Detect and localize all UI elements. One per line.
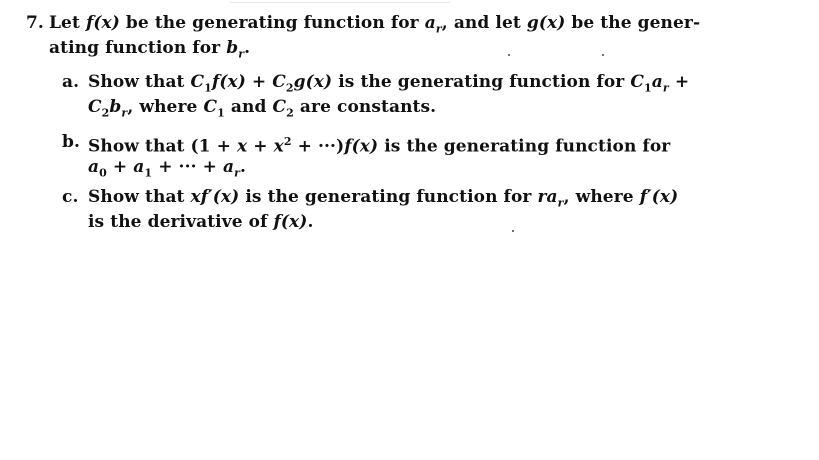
part-c-line1-part-g: f′(x)	[639, 187, 679, 207]
part-b-label: b.	[62, 132, 81, 152]
part-b-line1-part-d: +	[247, 136, 274, 157]
problem-line2-part-a: ating function for	[49, 38, 227, 58]
part-c-line2-part-b: f(x)	[273, 212, 308, 232]
top-scan-smudge	[230, 0, 450, 3]
problem-line1-part-b: f(x)	[85, 13, 120, 33]
problem-line1-part-e: r	[435, 22, 442, 36]
part-b-line2-part-g: a	[223, 157, 235, 177]
part-b-line2-part-d: a	[133, 157, 145, 177]
part-a-line1-part-l: a	[651, 72, 663, 92]
problem-line2-part-b: b	[226, 38, 239, 58]
problem-line1-part-g: g(x)	[526, 13, 566, 33]
part-a-line1-part-d: f(x)	[211, 72, 246, 92]
scan-dot	[512, 230, 514, 232]
part-a-label: a.	[62, 72, 80, 92]
problem-text-line-2	[49, 37, 250, 65]
problem-number: 7.	[26, 13, 44, 33]
problem-line1-part-a: Let	[49, 13, 86, 33]
part-c-line1-part-c: is the generating function for	[239, 187, 538, 207]
part-a-line2-part-g: 1	[217, 106, 225, 120]
part-a-line2-part-d: r	[121, 106, 128, 120]
problem-line1-part-d: a	[424, 13, 436, 33]
part-a-line2-part-c: b	[109, 97, 122, 117]
part-b-line1-part-i: is the generating function for	[378, 136, 671, 157]
part-a-line2-part-f: C	[203, 97, 218, 117]
part-b-line1-part-f: 2	[283, 135, 292, 148]
problem-line1-part-c: be the generating function for	[119, 13, 425, 33]
part-c-line1-part-d: ra	[537, 187, 558, 207]
part-b-line1-part-h: f(x)	[344, 136, 379, 157]
part-b-line2-part-h: r	[234, 166, 241, 180]
part-b-line1-part-e: x	[273, 136, 284, 157]
part-b-line1-part-g: + ···)	[291, 136, 345, 157]
part-b-line1-part-b: (1 +	[190, 136, 237, 157]
part-a-line1-part-e: +	[245, 72, 273, 92]
part-a-line2-part-i: C	[272, 97, 287, 117]
part-a-line2-part-b: 2	[101, 106, 110, 120]
part-a-line1-part-c: 1	[204, 81, 212, 95]
problem-line2-part-c: r	[238, 47, 245, 61]
part-c-label: c.	[62, 187, 79, 207]
problem-line1-part-h: be the gener-	[565, 13, 701, 33]
scan-dot	[508, 54, 510, 56]
part-a-line1-part-i: is the generating function for	[332, 72, 631, 92]
part-c-line2-part-c: .	[307, 212, 314, 232]
part-a-line2-part-e: , where	[127, 97, 204, 117]
scan-dot	[602, 54, 604, 56]
part-b-text-line-1	[88, 131, 670, 158]
part-a-line1-part-g: 2	[285, 81, 294, 95]
part-a-line2-part-a: C	[88, 97, 102, 117]
part-c-text-line-2	[88, 211, 313, 233]
part-a-line1-part-j: C	[630, 72, 645, 92]
part-a-line2-part-k: are constants.	[293, 97, 437, 117]
part-a-line1-part-b: C	[190, 72, 205, 92]
part-a-line1-part-n: +	[668, 72, 690, 92]
part-c-line2-part-a: is the derivative of	[88, 212, 274, 232]
part-b-text-line-2	[88, 156, 246, 184]
part-a-line2-part-j: 2	[286, 106, 294, 120]
part-b-line1-part-c: x	[236, 136, 248, 157]
part-a-text-line-2	[88, 96, 436, 124]
part-b-line2-part-f: + ··· +	[152, 157, 223, 177]
problem-line1-part-f: , and let	[441, 13, 527, 33]
part-b-line2-part-c: +	[106, 157, 134, 177]
part-c-line1-part-a: Show that	[88, 187, 191, 207]
part-b-line2-part-e: 1	[144, 166, 153, 180]
part-a-line1-part-a: Show that	[88, 72, 191, 92]
part-c-line1-part-b: xf′(x)	[190, 187, 240, 207]
part-b-line2-part-a: a	[88, 157, 100, 177]
part-c-line1-part-f: , where	[563, 187, 640, 207]
part-b-line2-part-i: .	[240, 157, 247, 177]
part-b-line2-part-b: 0	[99, 166, 107, 180]
problem-line2-part-d: .	[244, 38, 251, 58]
part-a-line1-part-h: g(x)	[293, 72, 333, 92]
part-a-line2-part-h: and	[224, 97, 273, 117]
part-a-line1-part-k: 1	[644, 81, 652, 95]
part-a-line1-part-f: C	[272, 72, 286, 92]
part-c-line1-part-e: r	[557, 196, 564, 210]
part-a-line1-part-m: r	[662, 81, 669, 95]
part-b-line1-part-a: Show that	[88, 136, 191, 157]
